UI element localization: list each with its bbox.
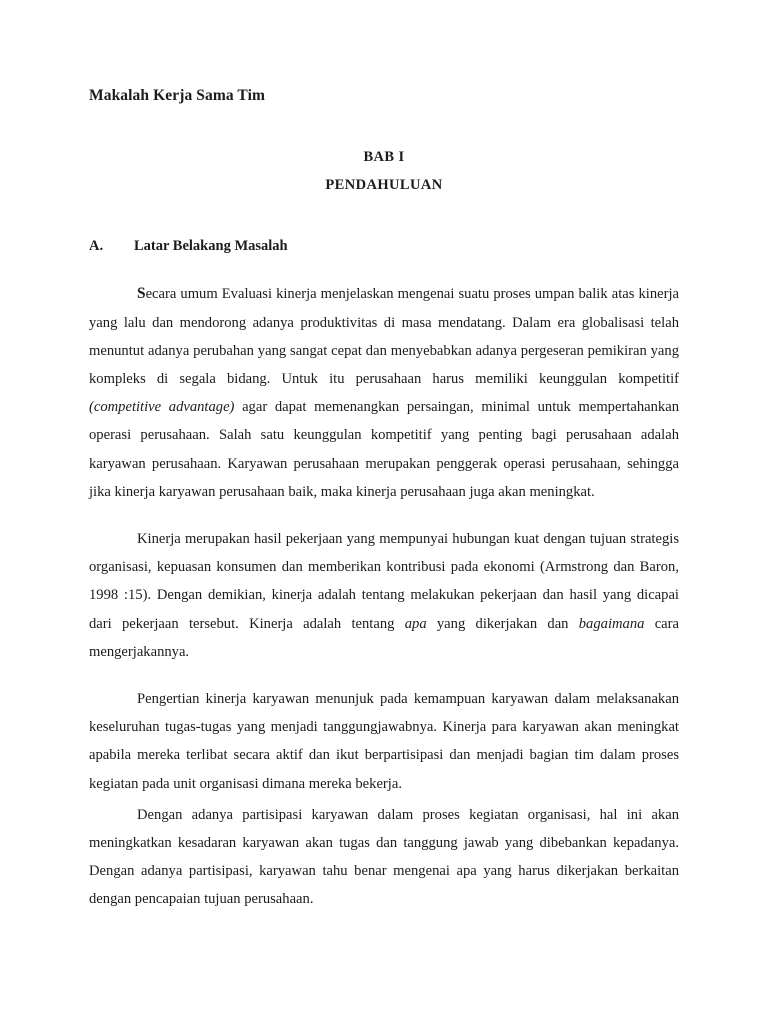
chapter-number: BAB I [363, 149, 405, 166]
paragraph-1-text-before-italic: ecara umum Evaluasi kinerja menjelaskan mengenai suatu proses umpan balik atas kinerja yang lalu dan mendorong adanya produktivitas di masa mendatang. Dalam era globalisasi telah menuntut adanya perubahan yang sangat cepat dan menyebabkan adanya pergeseran pemikiran yang kompleks di segala bidang. Untuk itu perusahaan harus memiliki keunggulan kompetitif [89, 286, 679, 387]
paragraph-3: Pengertian kinerja karyawan menunjuk pada kemampuan karyawan dalam melaksanakan keseluruhan tugas-tugas yang menjadi tanggungjawabnya. Kinerja para karyawan akan meningkat apabila mereka terlibat secara aktif dan ikut berpartisipasi dan menjadi bagian tim dalam proses kegiatan pada unit organisasi dimana mereka bekerja. [89, 691, 679, 792]
paragraph-2-text-part-1: Kinerja merupakan hasil pekerjaan yang mempunyai hubungan kuat dengan tujuan strategis organisasi, kepuasan konsumen dan memberikan kontribusi pada ekonomi (Armstrong dan Baron, 1998 :15). Dengan demikian, kinerja adalah tentang melakukan pekerjaan dan hasil yang dicapai dari pekerjaan tersebut. Kinerja adalah tentang [89, 531, 679, 632]
document-content [89, 86, 679, 914]
paragraph-1-lead-capital: S [137, 285, 146, 303]
paragraph-4: Dengan adanya partisipasi karyawan dalam proses kegiatan organisasi, hal ini akan meningkatkan kesadaran karyawan akan tugas dan tanggung jawab yang dibebankan kepadanya. Dengan adanya partisipasi, karyawan tahu benar mengenai apa yang harus dikerjakan berkaitan dengan pencapaian tujuan perusahaan. [89, 806, 679, 908]
section-letter: A. [89, 238, 104, 255]
paragraph-2-text-part-3: cara mengerjakannya. [89, 615, 679, 660]
document-title: Makalah Kerja Sama Tim [89, 87, 266, 104]
paragraph-2-text-part-2: yang dikerjakan dan [426, 615, 579, 632]
paragraph-1-italic-term: (competitive advantage) [89, 399, 235, 416]
section-title: Latar Belakang Masalah [134, 238, 288, 255]
paragraph-1-text-after-italic: agar dapat memenangkan persaingan, minimal untuk mempertahankan operasi perusahaan. Salah satu keunggulan kompetitif yang penting bagi perusahaan adalah karyawan perusahaan. Karyawan perusahaan merupakan penggerak operasi perusahaan, sehingga jika kinerja karyawan perusahaan baik, maka kinerja perusahaan juga akan meningkat. [89, 399, 679, 500]
section-heading [89, 235, 679, 257]
paragraph-2-italic-term-1: apa [404, 615, 427, 632]
paragraph-2-italic-term-2: bagaimana [578, 615, 645, 632]
paragraph-2 [89, 525, 679, 666]
paragraph-1 [89, 280, 679, 506]
chapter-name: PENDAHULUAN [325, 177, 443, 194]
chapter-heading-block [89, 143, 679, 199]
